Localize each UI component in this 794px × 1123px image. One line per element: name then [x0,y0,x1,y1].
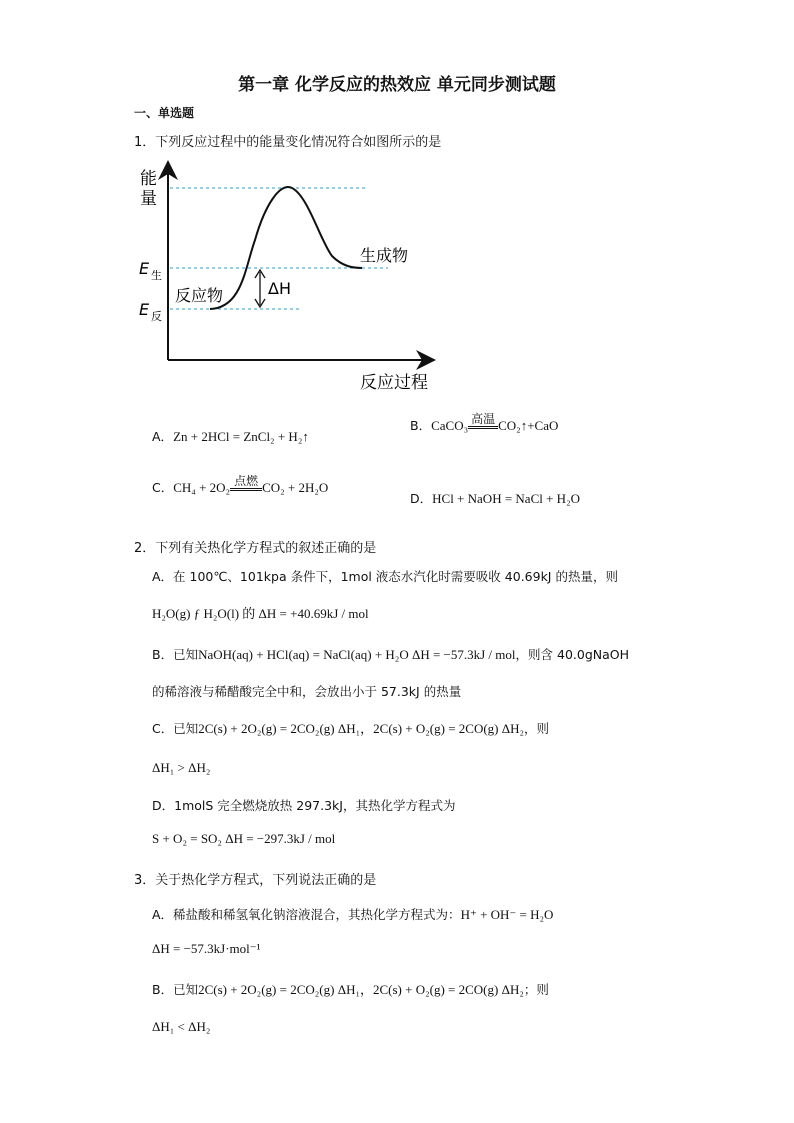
q3-option-a-line1[interactable] [152,905,553,923]
option-suffix: ；则 [523,982,549,997]
option-label: A． [152,429,174,444]
y-axis-label-2: 量 [140,189,157,209]
q1-option-d[interactable] [410,489,580,507]
option-equation: 2C(s) + 2O₂(g) = 2CO₂(g) ΔH₁，2C(s) + O₂(g) = 2CO(g) ΔH₂ [198,721,525,736]
q2-option-a-line1[interactable]: A．在 100℃、101kpa 条件下，1mol 液态水汽化时需要吸收 40.69kJ 的热量，则 [152,569,618,584]
option-suffix: ，则含 40.0gNaOH [515,647,630,662]
option-equation: HCl + NaOH = NaCl + H₂O [432,491,580,506]
option-prefix: C．已知 [152,721,199,736]
equation-right: CO₂↑+CaO [498,418,559,433]
delta-h-label: ΔH [268,279,291,298]
e-reactant-sub: 反 [151,310,162,323]
product-label: 生成物 [360,246,409,265]
q2-option-b-line2: 的稀溶液与稀醋酸完全中和，会放出小于 57.3kJ 的热量 [152,684,462,699]
q2-option-a-line2: H₂O(g) ƒ H₂O(l) 的 ΔH = +40.69kJ / mol [152,606,369,621]
reaction-condition: 高温 [468,412,498,434]
q1-option-a[interactable] [152,427,309,445]
equation-left: CaCO₃ [431,418,469,433]
q2-option-b-line1[interactable] [152,645,629,663]
y-axis-label-1: 能 [140,169,157,189]
option-prefix: B．已知 [152,647,199,662]
q3-stem: 3．关于热化学方程式，下列说法正确的是 [134,873,377,888]
equation-left: CH₄ + 2O₂ [173,480,231,495]
option-equation: NaOH(aq) + HCl(aq) = NaCl(aq) + H₂O ΔH = −57.3kJ / mol [198,647,516,662]
q3-option-b-line1[interactable] [152,979,549,998]
energy-diagram [130,160,440,395]
q2-stem: 2．下列有关热化学方程式的叙述正确的是 [134,541,377,556]
page-title: 第一章 化学反应的热效应 单元同步测试题 [238,75,556,95]
reaction-condition: 点燃 [230,474,262,496]
option-label: B． [410,418,432,433]
equation-right: CO₂ + 2H₂O [262,480,329,495]
option-prefix: B．已知 [152,982,199,997]
option-prefix: A．稀盐酸和稀氢氧化钠溶液混合，其热化学方程式为： [152,907,461,922]
q2-option-d-line2: S + O₂ = SO₂ ΔH = −297.3kJ / mol [152,831,336,846]
option-label: D． [410,491,433,506]
q1-option-c[interactable] [152,474,328,496]
reactant-label: 反应物 [175,286,224,305]
x-axis-label: 反应过程 [360,373,428,393]
q1-option-b[interactable] [410,412,558,434]
e-product-sub: 生 [151,269,162,282]
option-equation: H⁺ + OH⁻ = H₂O [460,907,554,922]
section-heading: 一、单选题 [134,106,195,120]
q1-stem: 1．下列反应过程中的能量变化情况符合如图所示的是 [134,135,442,150]
option-label: C． [152,480,174,495]
option-equation: Zn + 2HCl = ZnCl₂ + H₂↑ [173,429,309,444]
q2-option-d-line1[interactable]: D．1molS 完全燃烧放热 297.3kJ，其热化学方程式为 [152,798,456,813]
q2-option-c-line2: ΔH₁ > ΔH₂ [152,760,211,775]
e-reactant-label: E [139,300,150,319]
q3-option-b-line2: ΔH₁ < ΔH₂ [152,1019,211,1034]
option-suffix: ，则 [524,721,550,736]
e-product-label: E [139,259,150,278]
q2-option-c-line1[interactable] [152,718,549,737]
q3-option-a-line2: ΔH = −57.3kJ·mol⁻¹ [152,941,261,956]
option-equation: 2C(s) + 2O₂(g) = 2CO₂(g) ΔH₁，2C(s) + O₂(g) = 2CO(g) ΔH₂ [198,982,524,997]
